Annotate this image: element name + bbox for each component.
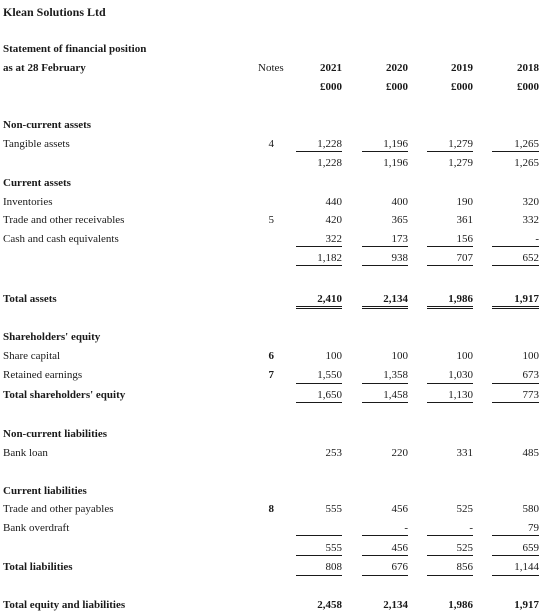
underline xyxy=(296,246,342,247)
unit-header: £000 xyxy=(517,81,539,93)
cell-value: 190 xyxy=(456,196,473,208)
cell-value: 1,265 xyxy=(514,138,539,150)
row-label-cash: Cash and cash equivalents xyxy=(3,233,119,245)
subtotal-value: 1,182 xyxy=(317,252,342,264)
underline xyxy=(296,555,342,556)
grand-total-value: 1,986 xyxy=(448,599,473,611)
unit-header: £000 xyxy=(451,81,473,93)
underline xyxy=(427,575,473,576)
year-header-2020: 2020 xyxy=(386,62,408,74)
total-value: 2,410 xyxy=(317,293,342,305)
row-label-bank-loan: Bank loan xyxy=(3,447,48,459)
underline xyxy=(296,265,342,266)
underline xyxy=(427,535,473,536)
underline xyxy=(427,265,473,266)
section-non-current-assets: Non-current assets xyxy=(3,119,92,131)
row-label-bank-overdraft: Bank overdraft xyxy=(3,522,70,534)
cell-value: - xyxy=(535,233,539,245)
double-underline xyxy=(427,306,473,309)
subtotal-value: 525 xyxy=(456,542,473,554)
cell-value: 100 xyxy=(522,350,539,362)
underline xyxy=(427,402,473,403)
subtotal-value: 1,279 xyxy=(448,157,473,169)
section-current-assets: Current assets xyxy=(3,177,71,189)
company-name: Klean Solutions Ltd xyxy=(3,5,106,19)
underline xyxy=(296,535,342,536)
total-value: 1,917 xyxy=(514,293,539,305)
subtotal-value: 938 xyxy=(391,252,408,264)
underline xyxy=(492,246,539,247)
underline xyxy=(427,555,473,556)
underline xyxy=(362,402,408,403)
cell-value: 1,550 xyxy=(317,369,342,381)
subtotal-value: 1,650 xyxy=(317,389,342,401)
double-underline xyxy=(492,306,539,309)
cell-value: 555 xyxy=(325,503,342,515)
total-value: 2,134 xyxy=(383,293,408,305)
cell-value: 220 xyxy=(391,447,408,459)
note-ref: 8 xyxy=(268,503,274,515)
note-ref: 4 xyxy=(268,138,274,150)
total-value: 808 xyxy=(325,561,342,573)
row-label-retained-earnings: Retained earnings xyxy=(3,369,83,381)
cell-value: 440 xyxy=(325,196,342,208)
cell-value: 1,196 xyxy=(383,138,408,150)
total-value: 856 xyxy=(456,561,473,573)
underline xyxy=(492,383,539,384)
row-label-inventories: Inventories xyxy=(3,196,53,208)
underline xyxy=(296,575,342,576)
year-header-2019: 2019 xyxy=(451,62,473,74)
cell-value: 100 xyxy=(325,350,342,362)
row-label-tangible-assets: Tangible assets xyxy=(3,138,70,150)
underline xyxy=(296,402,342,403)
cell-value: 100 xyxy=(456,350,473,362)
unit-header: £000 xyxy=(320,81,342,93)
underline xyxy=(362,265,408,266)
cell-value: 456 xyxy=(391,503,408,515)
underline xyxy=(362,246,408,247)
double-underline xyxy=(296,306,342,309)
subtotal-value: 1,228 xyxy=(317,157,342,169)
section-non-current-liabilities: Non-current liabilities xyxy=(3,428,107,440)
statement-subtitle: as at 28 February xyxy=(3,62,86,74)
subtotal-value: 1,458 xyxy=(383,389,408,401)
underline xyxy=(296,151,342,152)
underline xyxy=(362,151,408,152)
cell-value: - xyxy=(469,522,473,534)
total-value: 1,144 xyxy=(514,561,539,573)
subtotal-value: 659 xyxy=(522,542,539,554)
underline xyxy=(362,535,408,536)
underline xyxy=(492,402,539,403)
cell-value: 332 xyxy=(522,214,539,226)
subtotal-value: 1,265 xyxy=(514,157,539,169)
note-ref: 7 xyxy=(268,369,274,381)
underline xyxy=(492,575,539,576)
subtotal-value: 773 xyxy=(522,389,539,401)
cell-value: - xyxy=(404,522,408,534)
cell-value: 173 xyxy=(391,233,408,245)
underline xyxy=(427,383,473,384)
year-header-2021: 2021 xyxy=(320,62,342,74)
underline xyxy=(362,383,408,384)
subtotal-value: 652 xyxy=(522,252,539,264)
total-value: 676 xyxy=(391,561,408,573)
cell-value: 156 xyxy=(456,233,473,245)
section-current-liabilities: Current liabilities xyxy=(3,485,87,497)
cell-value: 1,279 xyxy=(448,138,473,150)
cell-value: 320 xyxy=(522,196,539,208)
underline xyxy=(492,555,539,556)
row-label-total-equity: Total shareholders' equity xyxy=(3,389,126,401)
cell-value: 331 xyxy=(456,447,473,459)
underline xyxy=(427,246,473,247)
section-total-equity-liabilities: Total equity and liabilities xyxy=(3,599,126,611)
section-total-assets: Total assets xyxy=(3,293,57,305)
grand-total-value: 1,917 xyxy=(514,599,539,611)
year-header-2018: 2018 xyxy=(517,62,539,74)
notes-header: Notes xyxy=(258,62,284,74)
note-ref: 5 xyxy=(268,214,274,226)
cell-value: 1,228 xyxy=(317,138,342,150)
statement-title: Statement of financial position xyxy=(3,43,147,55)
section-shareholders-equity: Shareholders' equity xyxy=(3,331,101,343)
underline xyxy=(362,575,408,576)
note-ref: 6 xyxy=(268,350,274,362)
cell-value: 253 xyxy=(325,447,342,459)
underline xyxy=(492,151,539,152)
double-underline xyxy=(362,306,408,309)
unit-header: £000 xyxy=(386,81,408,93)
cell-value: 322 xyxy=(325,233,342,245)
underline xyxy=(362,555,408,556)
grand-total-value: 2,458 xyxy=(317,599,342,611)
subtotal-value: 707 xyxy=(456,252,473,264)
row-label-share-capital: Share capital xyxy=(3,350,61,362)
cell-value: 100 xyxy=(391,350,408,362)
cell-value: 1,030 xyxy=(448,369,473,381)
total-value: 1,986 xyxy=(448,293,473,305)
underline xyxy=(492,535,539,536)
cell-value: 1,358 xyxy=(383,369,408,381)
row-label-trade-payables: Trade and other payables xyxy=(3,503,114,515)
cell-value: 580 xyxy=(522,503,539,515)
cell-value: 365 xyxy=(391,214,408,226)
grand-total-value: 2,134 xyxy=(383,599,408,611)
subtotal-value: 1,196 xyxy=(383,157,408,169)
cell-value: 485 xyxy=(522,447,539,459)
cell-value: 361 xyxy=(456,214,473,226)
section-total-liabilities: Total liabilities xyxy=(3,561,73,573)
underline xyxy=(296,383,342,384)
cell-value: 420 xyxy=(325,214,342,226)
subtotal-value: 555 xyxy=(325,542,342,554)
cell-value: 79 xyxy=(528,522,539,534)
underline xyxy=(492,265,539,266)
cell-value: 400 xyxy=(391,196,408,208)
cell-value: 673 xyxy=(522,369,539,381)
underline xyxy=(427,151,473,152)
cell-value: 525 xyxy=(456,503,473,515)
row-label-trade-receivables: Trade and other receivables xyxy=(3,214,125,226)
subtotal-value: 456 xyxy=(391,542,408,554)
subtotal-value: 1,130 xyxy=(448,389,473,401)
